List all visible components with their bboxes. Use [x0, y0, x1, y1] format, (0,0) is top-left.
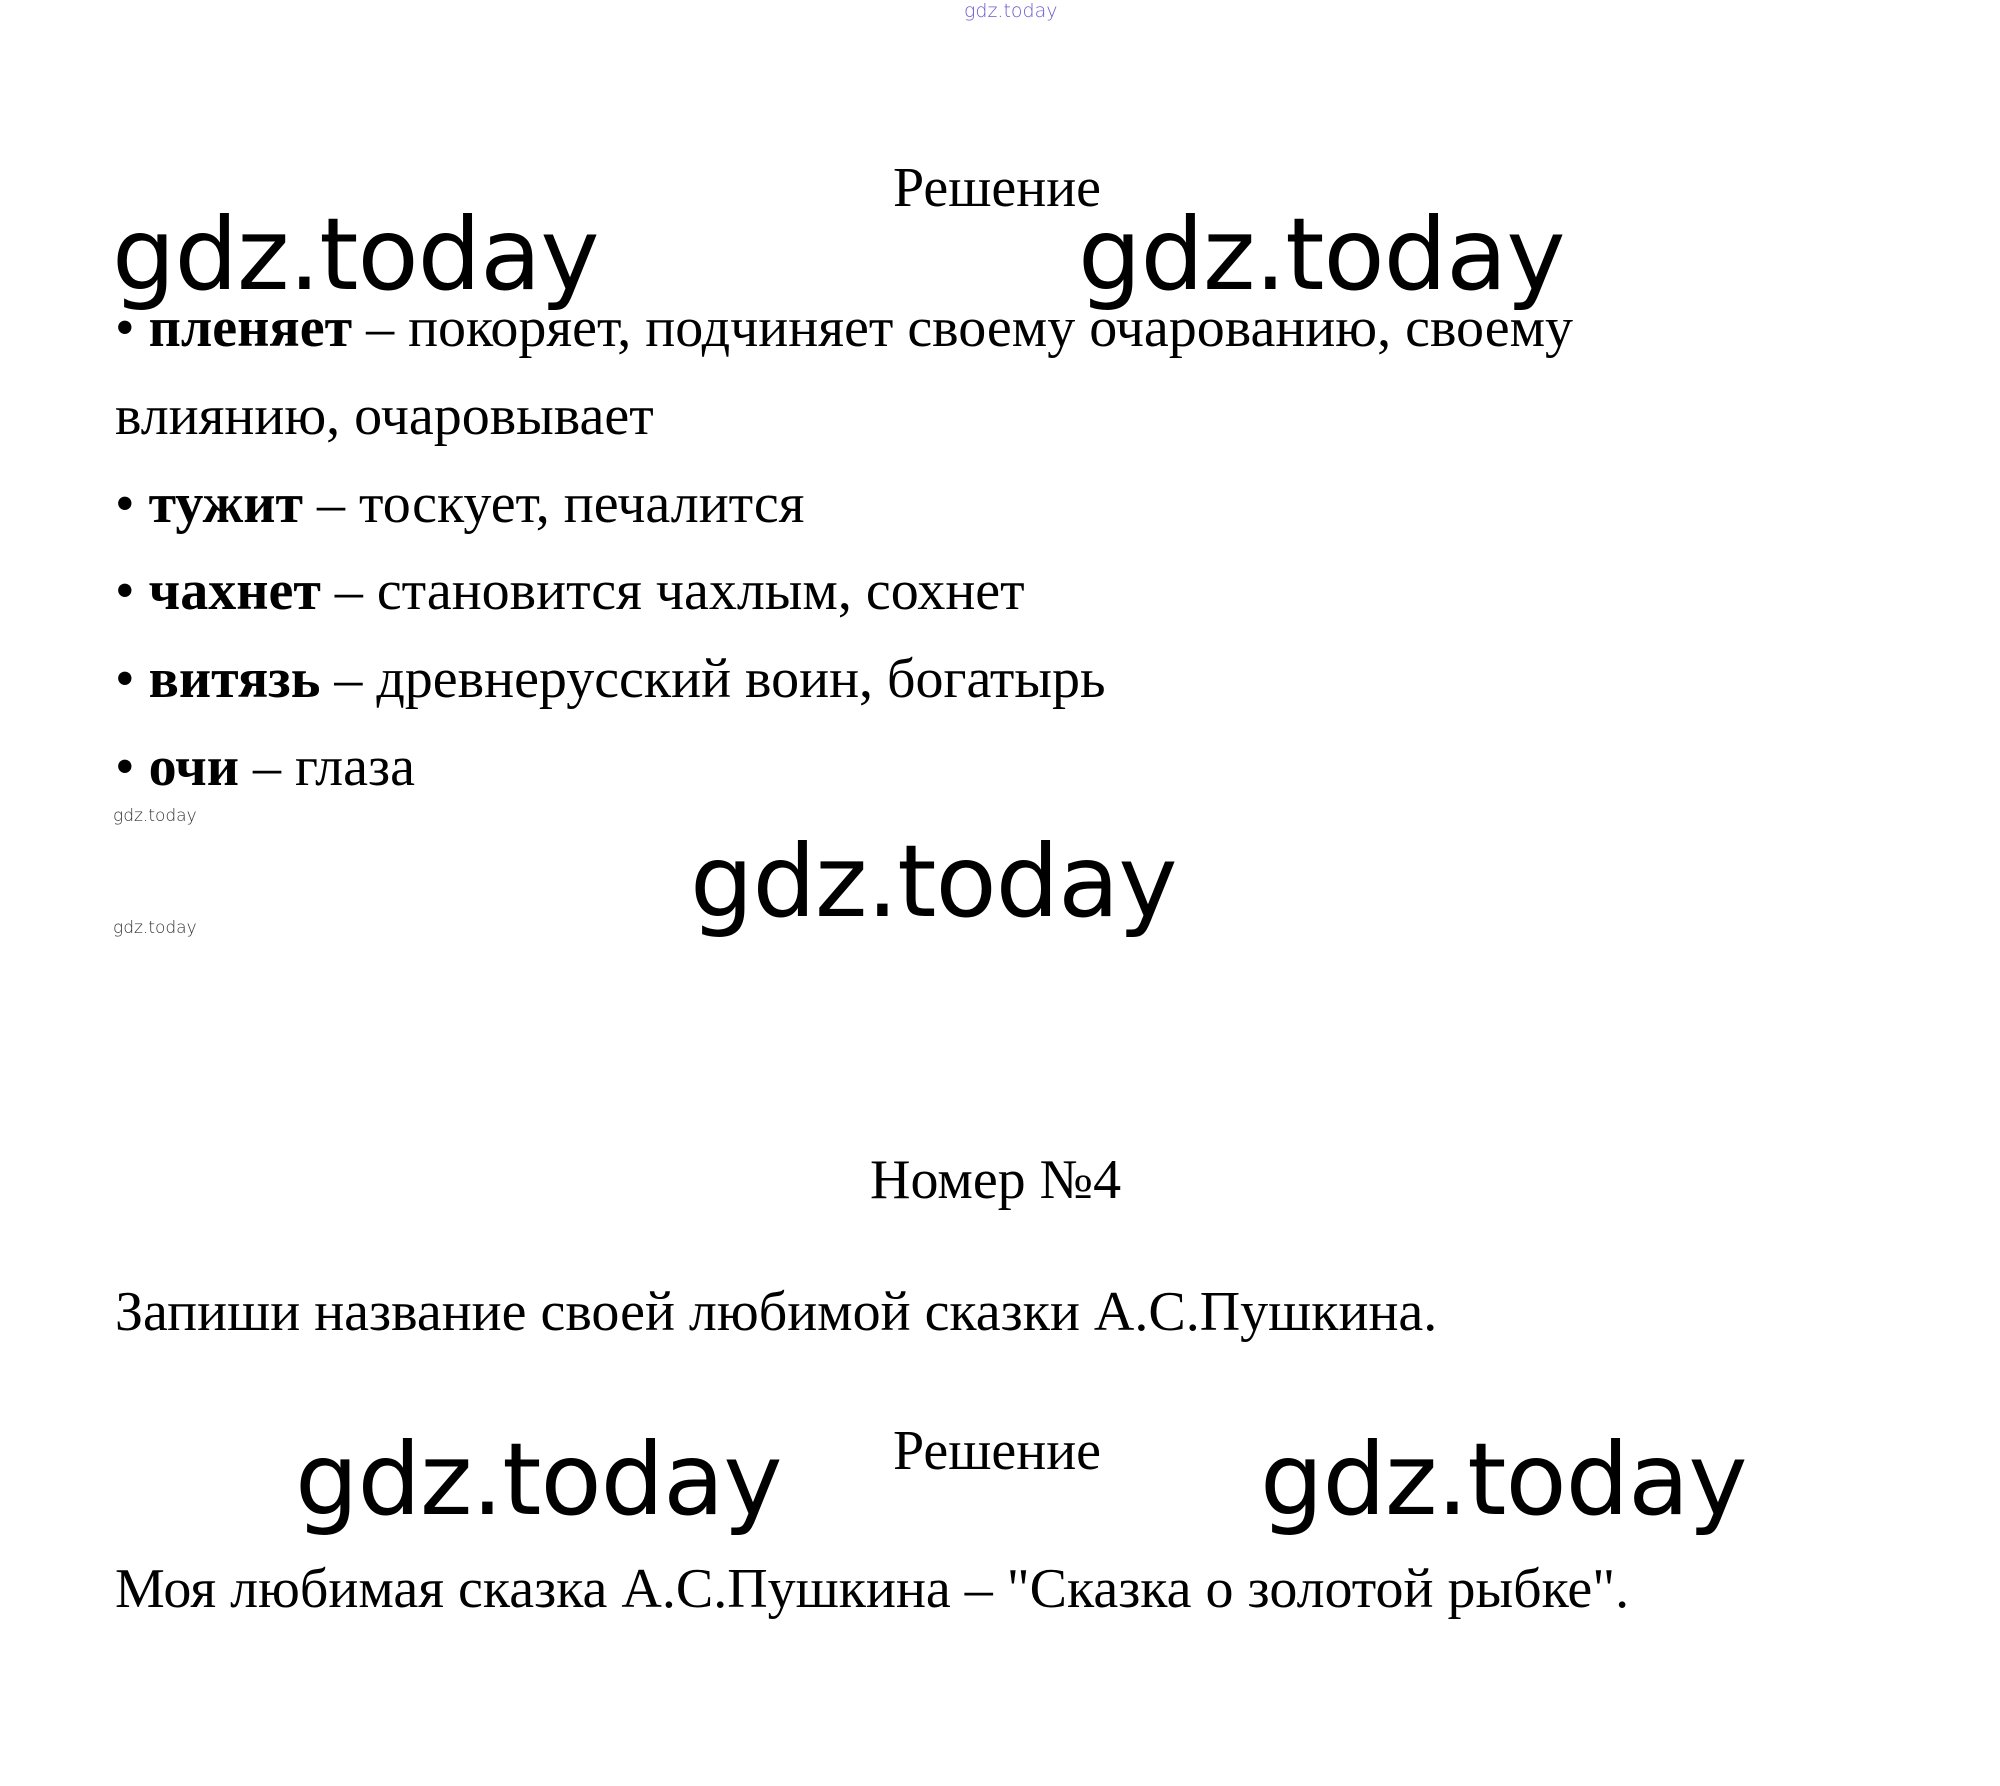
definition: становится чахлым, сохнет [376, 560, 1025, 622]
dash: – [334, 648, 363, 710]
definition-continuation [115, 385, 654, 447]
definition-item [115, 736, 415, 798]
definition: влиянию, очаровывает [115, 385, 654, 447]
dash: – [366, 297, 395, 359]
solution-heading: Решение [893, 1420, 1102, 1482]
watermark-large: gdz.today [690, 823, 1177, 940]
term: витязь [148, 648, 321, 710]
exercise-title: Номер №4 [870, 1149, 1122, 1211]
definition: древнерусский воин, богатырь [376, 648, 1106, 710]
solution-heading: Решение [893, 157, 1102, 219]
watermark-large: gdz.today [112, 196, 599, 313]
term: тужит [148, 473, 304, 535]
dash: – [317, 473, 346, 535]
definition-item [115, 648, 1106, 710]
watermark-top: gdz.today [964, 0, 1058, 22]
watermark-small: gdz.today [113, 806, 197, 826]
answer-text: Моя любимая сказка А.С.Пушкина – "Сказка о золотой рыбке". [115, 1558, 1630, 1620]
definition: покоряет, подчиняет своему очарованию, своему [408, 297, 1574, 359]
task-text: Запиши название своей любимой сказки А.С.Пушкина. [115, 1281, 1438, 1343]
watermark-small: gdz.today [113, 918, 197, 938]
term: очи [148, 736, 240, 798]
bullet: • [115, 648, 135, 710]
definition: тоскует, печалится [359, 473, 805, 535]
watermark-large: gdz.today [1078, 196, 1565, 313]
dash: – [334, 560, 363, 622]
definition: глаза [295, 736, 415, 798]
bullet: • [115, 560, 135, 622]
bullet: • [115, 473, 135, 535]
bullet: • [115, 297, 135, 359]
watermark-large: gdz.today [295, 1421, 782, 1538]
watermark-large: gdz.today [1260, 1421, 1747, 1538]
dash: – [253, 736, 282, 798]
term: пленяет [148, 297, 353, 359]
definition-item [115, 473, 805, 535]
definition-item [115, 560, 1025, 622]
definition-item [115, 297, 1574, 359]
term: чахнет [148, 560, 321, 622]
bullet: • [115, 736, 135, 798]
